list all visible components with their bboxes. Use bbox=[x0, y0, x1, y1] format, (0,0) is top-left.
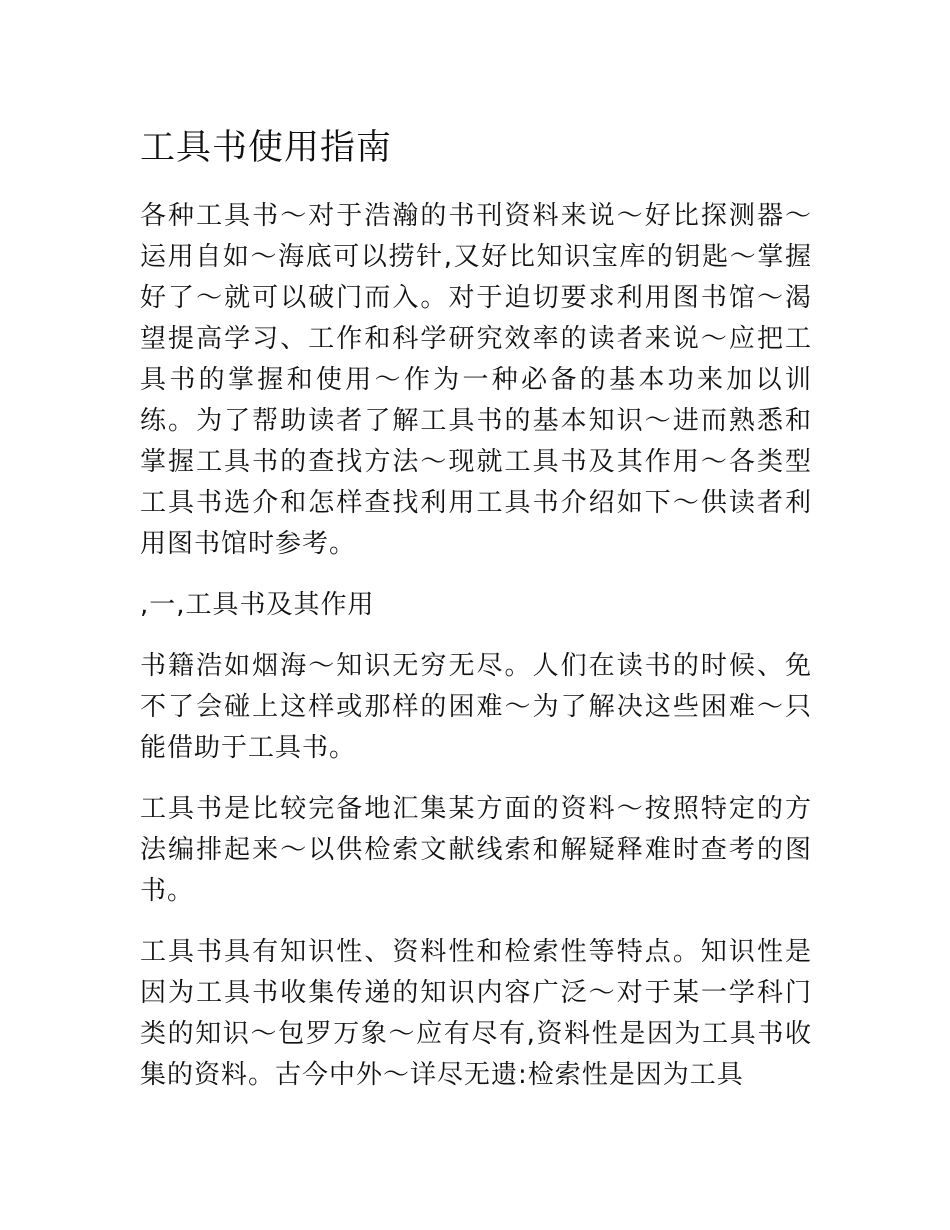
body-paragraph: 书籍浩如烟海～知识无穷无尽。人们在读书的时候、免不了会碰上这样或那样的困难～为了解决这些困难～只能借助于工具书。 bbox=[140, 651, 812, 763]
section-heading: ,一,工具书及其作用 bbox=[140, 590, 375, 620]
document-body bbox=[140, 122, 812, 1116]
body-paragraph: 工具书具有知识性、资料性和检索性等特点。知识性是因为工具书收集传递的知识内容广泛～对于某一学科门类的知识～包罗万象～应有尽有,资料性是因为工具书收集的资料。古今中外～详尽无遗:检索性是因为工具 bbox=[140, 937, 812, 1090]
body-paragraph: 工具书是比较完备地汇集某方面的资料～按照特定的方法编排起来～以供检索文献线索和解疑释难时查考的图书。 bbox=[140, 794, 812, 906]
page-title: 工具书使用指南 bbox=[140, 128, 393, 168]
intro-paragraph: 各种工具书～对于浩瀚的书刊资料来说～好比探测器～运用自如～海底可以捞针,又好比知识宝库的钥匙～掌握好了～就可以破门而入。对于迫切要求利用图书馆～渴望提高学习、工作和科学研究效率的读者来说～应把工具书的掌握和使用～作为一种必备的基本功来加以训练。为了帮助读者了解工具书的基本知识～进而熟悉和掌握工具书的查找方法～现就工具书及其作用～各类型工具书选介和怎样查找利用工具书介绍如下～供读者利用图书馆时参考。 bbox=[140, 201, 812, 559]
